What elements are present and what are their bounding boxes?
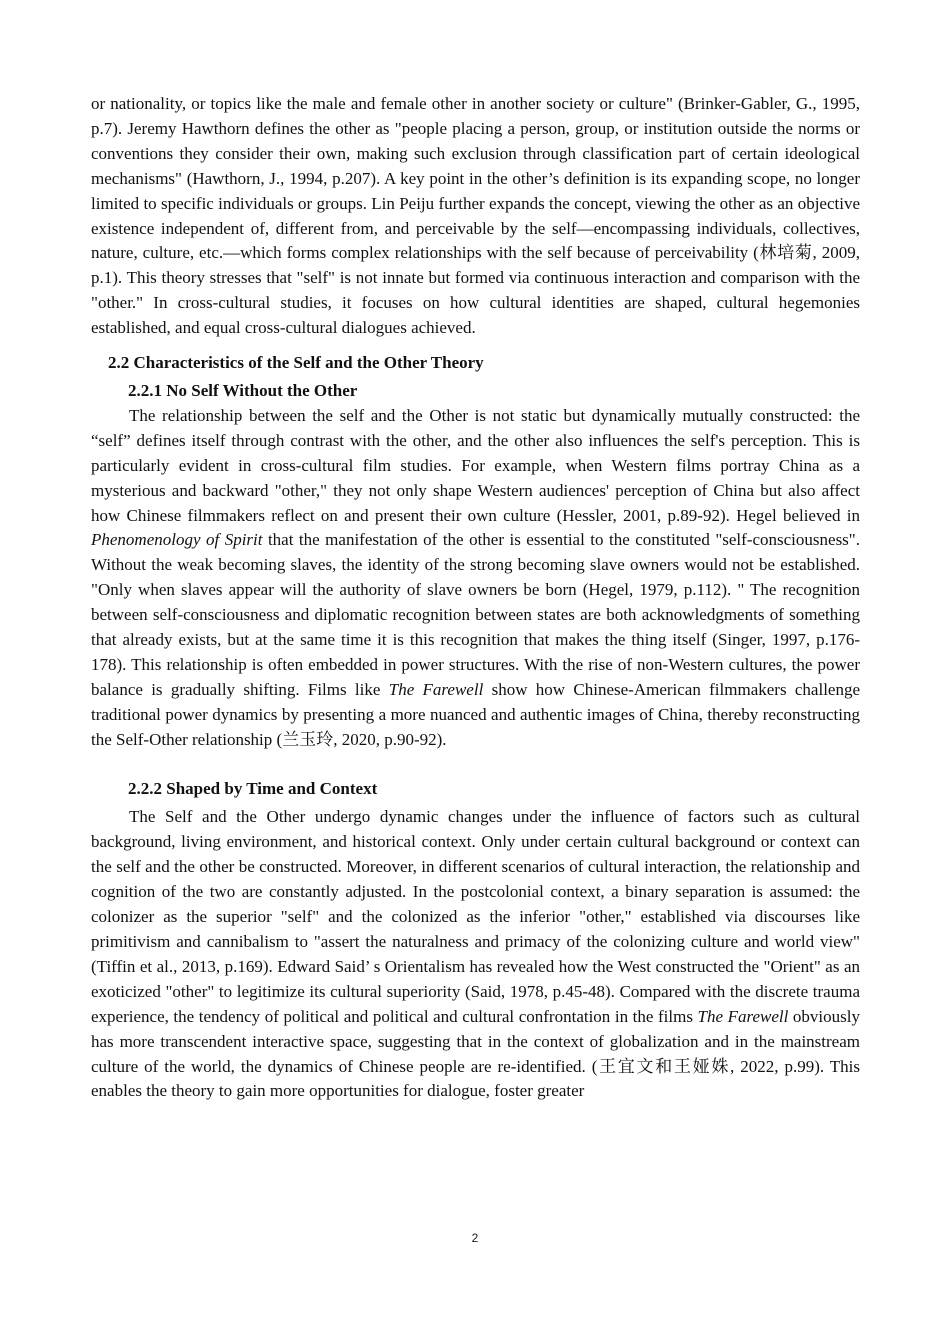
paragraph-time-and-context [91,805,860,1104]
italic-title: The Farewell [697,1006,789,1026]
heading-2-2: 2.2 Characteristics of the Self and the Other Theory [108,353,484,373]
paragraph-other-definition: or nationality, or topics like the male and female other in another society or culture" (Brinker-Gabler, G., 1995, p.7). Jeremy Hawthorn defines the other as "people placing a person, group, or institution outside the norms or conventions they consider their own, making such exclusion through classification part of certain ideological mechanisms" (Hawthorn, J., 1994, p.207). A key point in the other’s definition is its expanding scope, no longer limited to specific individuals or groups. Lin Peiju further expands the concept, viewing the other as an objective existence independent of, different from, and perceivable by the self—encompassing individuals, collectives, nature, culture, etc.—which forms complex relationships with the self because of perceivability (林培菊, 2009, p.1). This theory stresses that "self" is not innate but formed via continuous interaction and comparison with the "other." In cross-cultural studies, it focuses on how cultural identities are shaped, cultural hegemonies established, and equal cross-cultural dialogues achieved. [91,94,860,338]
italic-title: Phenomenology of Spirit [91,530,263,550]
text-run: show how Chinese-American filmmakers challenge traditional power dynamics by presenting a more nuanced and authentic images of China, thereby reconstructing the Self-Other relationship (兰玉玲, 2020, p.90-92). [91,679,861,749]
heading-2-2-2: 2.2.2 Shaped by Time and Context [128,778,378,798]
document-page [91,92,860,1104]
paragraph-no-self-without-other [91,404,860,753]
italic-title: The Farewell [388,679,484,699]
page-number: 2 [471,1231,479,1245]
text-run: The Self and the Other undergo dynamic changes under the influence of factors such as cultural background, living environment, and historical context. Only under certain cultural background or context can the self and the other be constructed. Moreover, in different scenarios of cultural interaction, the relationship and cognition of the two are constantly adjusted. In the postcolonial context, a binary separation is assumed: the colonizer as the superior "self" and the colonized as the inferior "other," established via discourses like primitivism and cannibalism to "assert the naturalness and primacy of the colonizing culture and world view" (Tiffin et al., 2013, p.169). Edward Said’ s Orientalism has revealed how the West constructed the "Orient" as an exoticized "other" to legitimize its cultural superiority (Said, 1978, p.45-48). Compared with the discrete trauma experience, the tendency of political and political and cultural confrontation in the films [91,807,860,1026]
text-run: obviously has more transcendent interactive space, suggesting that in the context of globalization and in the mainstream culture of the world, the dynamics of Chinese people are re-identified. (王宜文和王娅姝, 2022, p.99). This enables the theory to gain more opportunities for dialogue, foster greater [91,1006,860,1101]
heading-2-2-1: 2.2.1 No Self Without the Other [128,380,358,400]
text-run: The relationship between the self and the Other is not static but dynamically mutually constructed: the “self” defines itself through contrast with the other, and the other also influences the self's perception. This is particularly evident in cross-cultural film studies. For example, when Western films portray China as a mysterious and backward "other," they not only shape Western audiences' perception of China but also affect how Chinese filmmakers reflect on and present their own culture (Hessler, 2001, p.89-92). Hegel believed in [91,405,860,525]
text-run: that the manifestation of the other is essential to the constituted "self-consciousness". Without the weak becoming slaves, the identity of the strong becoming slave owners would not be established. "Only when slaves appear will the authority of slave owners be born (Hegel, 1979, p.112). " The recognition between self-consciousness and diplomatic recognition between states are both acknowledgments of something that already exists, but at the same time it is this recognition that makes the thing itself (Singer, 1997, p.176-178). This relationship is often embedded in power structures. With the rise of non-Western cultures, the power balance is gradually shifting. Films like [91,530,860,699]
